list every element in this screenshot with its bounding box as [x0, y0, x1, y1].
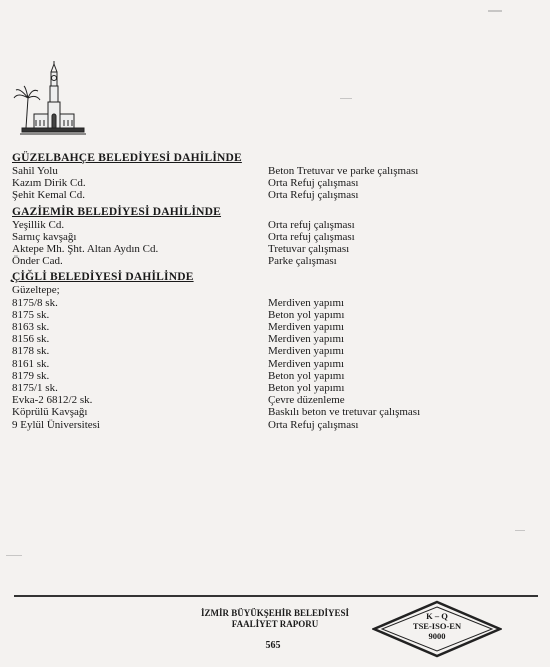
section-guzelbahce	[12, 152, 532, 202]
work-description: Orta Refuj çalışması	[268, 418, 359, 431]
place-name: 8175/1 sk.	[12, 382, 58, 395]
work-description: Tretuvar çalışması	[268, 243, 350, 256]
work-description: Merdiven yapımı	[268, 321, 345, 334]
place-name: Sarnıç kavşağı	[12, 230, 77, 243]
list-item	[12, 394, 532, 406]
list-item	[12, 333, 532, 345]
list-item	[12, 165, 532, 177]
work-description: Orta refuj çalışması	[268, 230, 355, 243]
place-name: 8163 sk.	[12, 321, 50, 334]
list-item	[12, 419, 532, 431]
place-name: 8175 sk.	[12, 308, 50, 321]
list-item	[12, 219, 532, 231]
list-item	[12, 321, 532, 333]
place-name: 8175/8 sk.	[12, 296, 58, 309]
list-item	[12, 345, 532, 357]
section-gaziemir	[12, 206, 532, 268]
list-item	[12, 382, 532, 394]
work-description: Beton Tretuvar ve parke çalışması	[268, 165, 419, 177]
subheading: Güzeltepe;	[12, 284, 60, 297]
footer-org-line2: FAALİYET RAPORU	[231, 619, 319, 629]
place-name: Aktepe Mh. Şht. Altan Aydın Cd.	[12, 243, 159, 256]
badge-line2: TSE-ISO-EN	[412, 621, 462, 631]
list-item	[12, 177, 532, 189]
badge-line1: K – Q	[426, 611, 448, 621]
place-name: 8161 sk.	[12, 357, 50, 370]
place-name: Yeşillik Cd.	[12, 218, 65, 231]
work-description: Çevre düzenleme	[268, 394, 345, 407]
section-heading: GÜZELBAHÇE BELEDİYESİ DAHİLİNDE	[12, 152, 242, 164]
place-name: Köprülü Kavşağı	[12, 406, 88, 419]
list-item	[12, 358, 532, 370]
list-item	[12, 370, 532, 382]
work-description: Merdiven yapımı	[268, 357, 345, 370]
place-name: Şehit Kemal Cd.	[12, 189, 86, 202]
scan-speck	[6, 555, 22, 556]
place-name: 8156 sk.	[12, 333, 50, 346]
list-item	[12, 231, 532, 243]
section-heading: ÇİĞLİ BELEDİYESİ DAHİLİNDE	[12, 271, 194, 284]
footer-divider	[14, 595, 538, 597]
place-name: Kazım Dirik Cd.	[12, 177, 86, 190]
page-number: 565	[265, 640, 281, 651]
quality-badge-text	[372, 611, 502, 641]
place-name: 9 Eylül Üniversitesi	[12, 418, 100, 431]
section-cigli	[12, 271, 532, 430]
list-item	[12, 297, 532, 309]
badge-line3: 9000	[428, 631, 446, 641]
work-description: Merdiven yapımı	[268, 345, 345, 358]
work-description: Merdiven yapımı	[268, 333, 345, 346]
place-name: Evka-2 6812/2 sk.	[12, 394, 93, 407]
list-item	[12, 255, 532, 267]
work-description: Parke çalışması	[268, 255, 337, 268]
list-item	[12, 309, 532, 321]
place-name: 8178 sk.	[12, 345, 50, 358]
footer-organization	[150, 608, 400, 630]
list-item	[12, 406, 532, 418]
scan-speck	[340, 98, 352, 99]
place-name: Sahil Yolu	[12, 165, 58, 177]
list-item	[12, 189, 532, 201]
scan-speck	[488, 10, 502, 12]
section-heading: GAZİEMİR BELEDİYESİ DAHİLİNDE	[12, 205, 222, 218]
place-name: Önder Cad.	[12, 255, 63, 268]
work-description: Baskılı beton ve tretuvar çalışması	[268, 406, 421, 419]
work-description: Beton yol yapımı	[268, 308, 345, 321]
work-description: Beton yol yapımı	[268, 369, 345, 382]
bullet-mark: •	[10, 276, 14, 286]
list-item	[12, 243, 532, 255]
clock-tower-logo-icon	[12, 58, 92, 138]
footer-org-line1: İZMİR BÜYÜKŞEHİR BELEDİYESİ	[200, 608, 350, 618]
place-name: 8179 sk.	[12, 369, 50, 382]
work-description: Orta refuj çalışması	[268, 218, 355, 231]
work-description: Merdiven yapımı	[268, 296, 345, 309]
work-description: Beton yol yapımı	[268, 382, 345, 395]
document-content	[12, 152, 532, 435]
scan-speck	[515, 530, 525, 531]
work-description: Orta Refuj çalışması	[268, 189, 359, 202]
work-description: Orta Refuj çalışması	[268, 177, 359, 190]
